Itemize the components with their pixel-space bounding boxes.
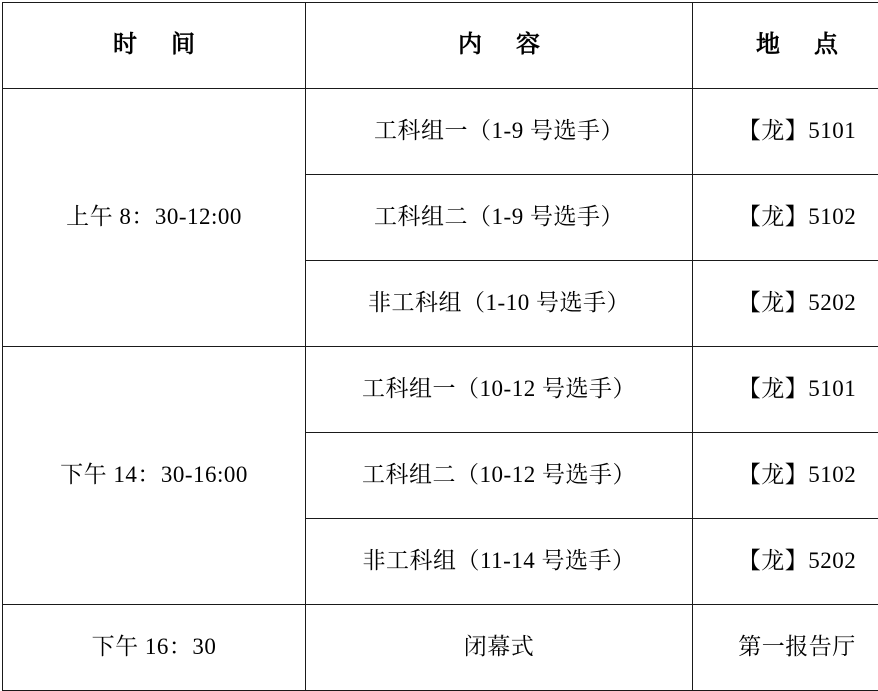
table-header-row: [3, 3, 878, 89]
content-cell: 工科组二（1-9 号选手）: [306, 175, 693, 261]
place-cell: 【龙】5101: [693, 347, 878, 433]
place-cell: 【龙】5101: [693, 89, 878, 175]
header-cell-content: [306, 3, 693, 89]
content-cell: 工科组一（1-9 号选手）: [306, 89, 693, 175]
header-cell-time: [3, 3, 306, 89]
content-cell: 工科组二（10-12 号选手）: [306, 433, 693, 519]
place-cell: 【龙】5202: [693, 519, 878, 605]
header-cell-place: [693, 3, 878, 89]
time-cell-morning: 上午 8：30-12:00: [3, 89, 306, 347]
time-cell-afternoon: 下午 14：30-16:00: [3, 347, 306, 605]
header-label-content: 内 容: [444, 32, 554, 58]
time-cell-closing: 下午 16：30: [3, 605, 306, 691]
header-label-place: 地 点: [742, 32, 852, 58]
content-cell: 非工科组（1-10 号选手）: [306, 261, 693, 347]
schedule-table: [2, 2, 878, 691]
place-cell: 【龙】5202: [693, 261, 878, 347]
table-row: [3, 89, 878, 175]
header-label-time: 时 间: [99, 32, 209, 58]
content-cell: 工科组一（10-12 号选手）: [306, 347, 693, 433]
table-row: [3, 347, 878, 433]
place-cell: 【龙】5102: [693, 433, 878, 519]
content-cell: 非工科组（11-14 号选手）: [306, 519, 693, 605]
place-cell: 【龙】5102: [693, 175, 878, 261]
table-row: [3, 605, 878, 691]
place-cell: 第一报告厅: [693, 605, 878, 691]
content-cell: 闭幕式: [306, 605, 693, 691]
schedule-document: [0, 2, 878, 662]
